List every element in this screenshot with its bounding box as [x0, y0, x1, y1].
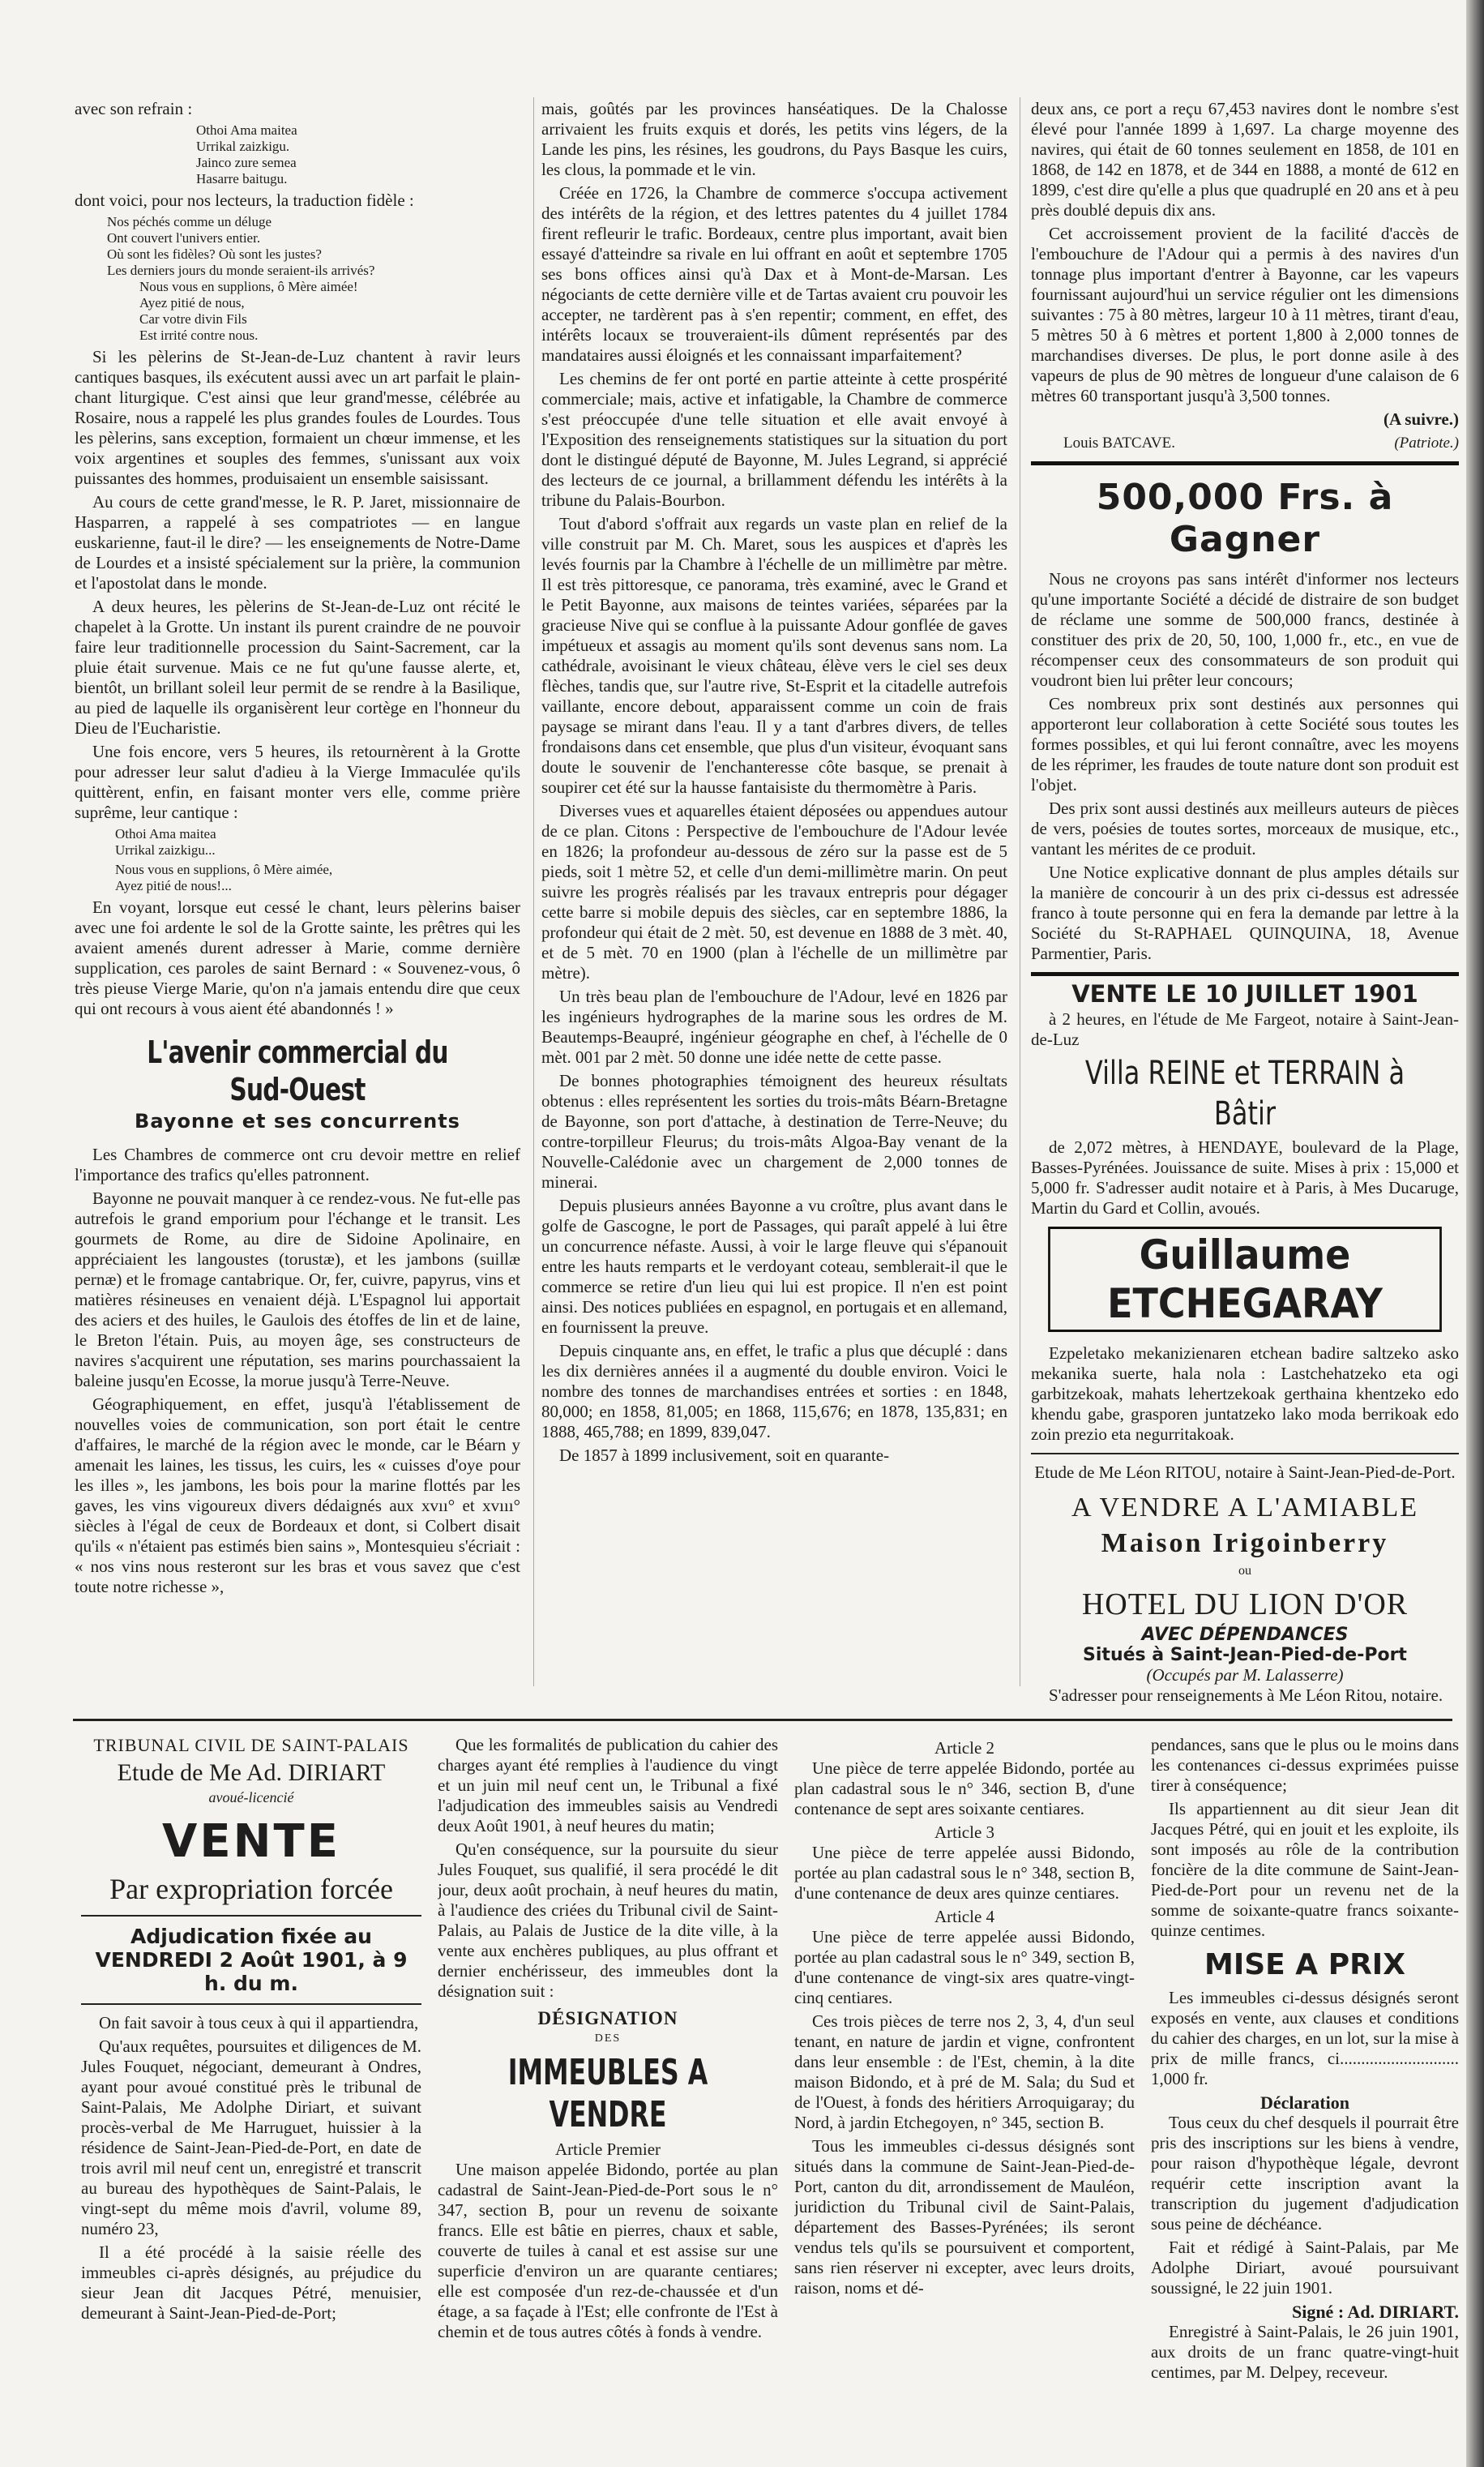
column-3 — [1031, 99, 1459, 1712]
ad-headline: A VENDRE A L'AMIABLE — [1071, 1493, 1418, 1523]
column-divider — [533, 97, 534, 1686]
paragraph: Bayonne ne pouvait manquer à ce rendez-vous. Ne fut-elle pas autrefois le grand emporium pour l'échange et le transit. Les gourmets de Rome, au dire de Sidoine Apolinaire, en appréciaient les langoustes (torustæ), et les jambons (suillæ pernæ) et le fromage cantabrique. Or, fer, cuivre, papyrus, vins et matières résineuses en venaient déjà. L'Espagnol lui apportait des aciers et des huiles, le Gaulois des étoffes de lin et de laine, le Breton l'étain. Puis, au moyen âge, ses constructeurs de navires s'acquirent une réputation, ses marins pourchassaient la baleine jusqu'en Ecosse, la morue jusqu'à Terre-Neuve. — [75, 1189, 520, 1390]
article-title: L'avenir commercial du Sud-Ouest — [147, 1034, 448, 1107]
paragraph: Tous les immeubles ci-dessus désignés sont situés dans la commune de Saint-Jean-Pied-de-Port, canton du dit, arrondissement de Mauléon, juridiction du Tribunal civil de Saint-Palais, département des Basses-Pyrénées; ils seront vendus tels qu'ils se poursuivent et comportent, sans rien réserver ni excepter, avec leurs droits, raison, noms et dé- — [794, 2136, 1135, 2298]
verse-line: Où sont les fidèles? Où sont les justes? — [107, 246, 322, 262]
section-divider — [73, 1719, 1452, 1721]
paragraph: Qu'en conséquence, sur la poursuite du sieur Jules Fouquet, sus qualifié, il sera procédé le dit jour, deux août prochain, à neuf heures du matin, à l'audience des criées du Tribunal civil de Saint-Palais, au Palais de Justice de la dite ville, à la vente aux enchères publiques, au plus offrant et dernier enchérisseur, des immeubles dont la désignation suit : — [438, 1840, 778, 2001]
paragraph: Au cours de cette grand'messe, le R. P. Jaret, missionnaire de Hasparren, a rappelé à ses compatriotes — en langue euskarienne, faut-il le dire? — les enseignements de Notre-Dame de Lourdes et a insisté spécialement sur la prière, la communion et l'apostolat dans le monde. — [75, 492, 520, 593]
paragraph: Ces trois pièces de terre nos 2, 3, 4, d'un seul tenant, en nature de jardin et vigne, confrontent dans leur ensemble : de l'Est, chemin, à la dite maison Bidondo, et à pré de M. Sala; du Sud et de l'Ouest, à fonds des héritiers Arroquigaray; du Nord, à jardin Etchegoyen, n° 345, section B. — [794, 2011, 1135, 2132]
paragraph: Une fois encore, vers 5 heures, ils retournèrent à la Grotte pour adresser leur salut d'adieu à la Vierge Immaculée qu'ils quittèrent, enfin, en faisant monter vers elle, comme prière suprême, leur cantique : — [75, 742, 520, 822]
page-edge — [1466, 0, 1484, 2467]
ad-headline: Villa REINE et TERRAIN à Bâtir — [1084, 1055, 1405, 1133]
declaration-heading: Déclaration — [1260, 2092, 1349, 2113]
verse-line: Car votre divin Fils — [139, 311, 247, 327]
verse-line: Nous vous en supplions, ô Mère aimée, — [115, 862, 333, 877]
paragraph: Des prix sont aussi destinés aux meilleurs auteurs de pièces de vers, poésies de toutes sortes, morceaux de musique, etc., vantant les mérites de ce produit. — [1031, 799, 1459, 859]
paragraph: Fait et rédigé à Saint-Palais, par Me Adolphe Diriart, avoué poursuivant soussigné, le 22 juin 1901. — [1151, 2238, 1459, 2298]
legal-notice-column-4 — [1151, 1735, 1459, 2448]
verse-line: Jainco zure semea — [196, 155, 297, 170]
paragraph: Une pièce de terre appelée Bidondo, portée au plan cadastral sous le n° 346, section B, d'une contenance de sept ares soixante centiares. — [794, 1758, 1135, 1818]
paragraph: Une maison appelée Bidondo, portée au plan cadastral de Saint-Jean-Pied-de-Port sous le n° 347, section B, pour un revenu de soixante francs. Elle est bâtie en pierres, chaux et sable, couverte de tuiles à canal et est assise sur une superficie d'environ un are quarante centiares; elle est composée d'un rez-de-chaussée et d'un étage, a sa façade à l'Est; elle confronte de l'Est à chemin et de tous autres côtés à fonds à vendre. — [438, 2160, 778, 2341]
column-2 — [541, 99, 1007, 1712]
immeubles-heading: IMMEUBLES A VENDRE — [507, 2052, 708, 2135]
paragraph: On fait savoir à tous ceux à qui il appartiendra, — [99, 2013, 419, 2032]
article-heading: Article 3 — [934, 1822, 995, 1842]
byline — [1031, 433, 1459, 453]
paragraph: Ils appartiennent au dit sieur Jean dit Jacques Pétré, qui en jouit et les exploite, ils sont imposés au rôle de la contribution foncière de la dite commune de Saint-Jean-Pied-de-Port pour un revenu net de la somme de soixante-quatre francs soixante-quinze centimes. — [1151, 1799, 1459, 1940]
designation-heading: DÉSIGNATION — [537, 2008, 678, 2028]
paragraph: Qu'aux requêtes, poursuites et diligences de M. Jules Fouquet, négociant, demeurant à Ondres, ayant pour avoué constitué près le tribunal de Saint-Palais, Me Adolphe Diriart, et suivant procès-verbal de Me Harruguet, huissier à la résidence de Saint-Jean-Pied-de-Port, en date de trois avril mil neuf cent un, enregistré et transcrit au bureau des hypothèques de Saint-Palais, le vingt-sept du même mois d'avril, volume 89, numéro 23, — [81, 2037, 421, 2238]
paragraph: Une Notice explicative donnant de plus amples détails sur la manière de concourir à un des prix ci-dessus est adressée franco à toute personne qui en fera la demande par lettre à la Société du St-RAPHAEL QUINQUINA, 18, Avenue Parmentier, Paris. — [1031, 863, 1459, 963]
verse-basque — [75, 122, 520, 187]
paragraph: Il a été procédé à la saisie réelle des immeubles ci-après désignés, au préjudice du sieur Jean dit Jacques Pétré, menuisier, demeurant à Saint-Jean-Pied-de-Port; — [81, 2242, 421, 2323]
article-heading: Article 2 — [934, 1738, 995, 1758]
ad-note: (Occupés par M. Lalasserre) — [1146, 1665, 1344, 1685]
verse-basque — [75, 826, 520, 859]
paragraph: Si les pèlerins de St-Jean-de-Luz chantent à ravir leurs cantiques basques, ils exécutent aussi avec un art parfait le plain-chant liturgique. C'est ainsi que leur grand'messe, célébrée au Rosaire, nous a rappelé les plus grandes foules de Lourdes. Tous les pèlerins, sans exception, formaient un chœur immense, et les voix argentines et souples des femmes, s'unissant aux voix puissantes des hommes, produisaient un ensemble saisissant. — [75, 347, 520, 488]
paragraph: avec son refrain : — [75, 99, 193, 118]
paragraph: Créée en 1726, la Chambre de commerce s'occupa activement des intérêts de la région, et des lettres patentes du 4 juillet 1784 firent refleurir le trafic. Bordeaux, centre plus important, avait bien essayé d'atteindre sa rivale en lui offrant en août et septembre 1705 ses bons offices ainsi qu'à Dax et à Mont-de-Marsan. Les négociants de cette dernière ville et de Tartas avaient cru pouvoir les accepter, ne tardèrent pas à s'en repentir; comment, en effet, des intérêts locaux se trouveraient-ils dûment représentés par des mandataires aussi éloignés et les connaissant imparfaitement? — [541, 183, 1007, 365]
paragraph: Nous ne croyons pas sans intérêt d'informer nos lecteurs qu'une importante Société a décidé de distraire de son budget de réclame une somme de 500,000 francs, destinée à constituer des prix de 20, 50, 100, 1,000 fr., etc., en vue de récompenser ceux des consommateurs de son produit qui voudront bien lui prêter leur concours; — [1031, 569, 1459, 690]
paragraph: Une pièce de terre appelée aussi Bidondo, portée au plan cadastral sous le n° 348, section B, d'une contenance de deux ares quinze centiares. — [794, 1843, 1135, 1903]
signature: Signé : Ad. DIRIART. — [1291, 2302, 1459, 2322]
verse-translation — [75, 862, 520, 894]
divider — [81, 2003, 421, 2005]
paragraph: Les Chambres de commerce ont cru devoir mettre en relief l'importance des trafics qu'elles patronnent. — [75, 1145, 520, 1184]
paragraph: Un très beau plan de l'embouchure de l'Adour, levé en 1826 par les ingénieurs hydrographes de la marine sous les ordres de M. Beautemps-Beaupré, ingénieur géographe en chef, à l'échelle de 0 mèt. 001 par 2 mèt. 50 donne une idée nette de cette passe. — [541, 987, 1007, 1067]
paragraph: En voyant, lorsque eut cessé le chant, leurs pèlerins baiser avec une foi ardente le sol de la Grotte sainte, les prêtres qui les avaient amenés durent adresser à Marie, comme dernière supplication, ces paroles de saint Bernard : « Souvenez-vous, ô très pieuse Vierge Marie, qu'on n'a jamais entendu dire que ceux qui ont recours à vous aient été abandonnés ! » — [75, 897, 520, 1018]
etude-heading: Etude de Me Ad. DIRIART — [117, 1759, 386, 1786]
article-subtitle: Bayonne et ses concurrents — [135, 1110, 460, 1133]
verse-line: Les derniers jours du monde seraient-ils arrivés? — [107, 263, 375, 278]
legal-notice-column-2 — [438, 1735, 778, 2448]
paragraph: dont voici, pour nos lecteurs, la traduction fidèle : — [75, 191, 414, 210]
paragraph: Cet accroissement provient de la facilité d'accès de l'embouchure de l'Adour qui a permis à des navires d'un tonnage plus important d'entrer à Bayonne, car les vapeurs fournissant aujourd'hui un service régulier ont les dimensions suivantes : 75 à 80 mètres, largeur 10 à 11 mètres, tirant d'eau, 5 mètres 50 à 6 mètres et portent 1,800 à 2,000 tonnes de marchandises diverses. De plus, le port donne asile à des vapeurs de plus de 90 mètres de longueur d'une calaison de 6 mètres 60 transportant jusqu'à 3,500 tonnes. — [1031, 224, 1459, 405]
to-be-continued: (A suivre.) — [1383, 409, 1459, 429]
paragraph: Que les formalités de publication du cahier des charges ayant été remplies à l'audience du vingt et un juin mil neuf cent un, le Tribunal a fixé l'adjudication des immeubles saisis au Vendredi deux Août 1901, à neuf heures du matin; — [438, 1735, 778, 1835]
verse-line: Urrikal zaizkigu. — [196, 139, 290, 154]
paragraph: pendances, sans que le plus ou le moins dans les contenances ci-dessus exprimées puisse tirer à conséquence; — [1151, 1735, 1459, 1795]
verse-line: Hasarre baitugu. — [196, 171, 288, 186]
verse-translation — [75, 214, 520, 344]
divider — [1031, 1453, 1459, 1454]
paragraph: Ezpeletako mekanizienaren etchean badire saltzeko asko mekanika suerte, hala nola : Lastchehatzeko eta ogi garbitzekoak, mahats lehertzekoak gerthaina khentzeko edo khendu gabe, grasporen juntatzeko lako moda berrikoak edo zoin prezio eta negurritakoak. — [1031, 1343, 1459, 1444]
ad-title: VENTE LE 10 JUILLET 1901 — [1071, 980, 1418, 1008]
expropriation-heading: Par expropriation forcée — [109, 1873, 393, 1905]
legal-notice-column-1 — [81, 1735, 421, 2448]
verse-line: Ayez pitié de nous, — [139, 295, 245, 311]
paragraph: Tout d'abord s'offrait aux regards un vaste plan en relief de la ville construit par M. Ch. Maret, sous les auspices et d'après les levés fournis par la Chambre à l'échelle de un millimètre par mètre. Il est très pittoresque, ce panorama, très examiné, avec le Grand et le Petit Bayonne, aux maisons de teintes variées, séparées par la gracieuse Nive qui se confluе à la puissante Adour gonflée de gaves impétueux et assagis au moment qu'ils sont devenus sans nom. La cathédrale, avoisinant le vieux château, élève vers le ciel ses deux flèches, tandis que, sur l'autre rive, St-Esprit et la citadelle autrefois vaillante, encore debout, apparaissent comme un coin de frais paysage se mirant dans l'eau. Il y a tant d'arbres divers, de telles frondaisons dans cet ensemble, que plus d'un visiteur, évoquant sans doute le souvenir de l'enchanteresse côte basque, se prenait à soupirer cet été sur la hausse fantaisiste du thermomètre à Paris. — [541, 514, 1007, 797]
verse-line: Ayez pitié de nous!... — [115, 878, 232, 893]
ad-subheadline: Situés à Saint-Jean-Pied-de-Port — [1083, 1645, 1407, 1665]
paragraph: Tous ceux du chef desquels il pourrait être pris des inscriptions sur les biens à vendre, pour raison d'hypothèque légale, devront requérir cette inscription avant la transcription du jugement d'adjudication sous peine de déchéance. — [1151, 2113, 1459, 2234]
verse-line: Urrikal zaizkigu... — [115, 842, 216, 858]
paragraph: Ces nombreux prix sont destinés aux personnes qui apporteront leur collaboration à cette Société sous toutes les formes possibles, et qui lui feront connaître, avec les moyens de les réprimer, les fraudes de toute nature dont son produit est l'objet. — [1031, 694, 1459, 794]
verse-line: Othoi Ama maitea — [196, 122, 297, 138]
paragraph: Etude de Me Léon RITOU, notaire à Saint-Jean-Pied-de-Port. — [1034, 1463, 1456, 1482]
divider — [1031, 461, 1459, 465]
mise-a-prix-heading: MISE A PRIX — [1204, 1948, 1405, 1981]
column-1 — [75, 99, 520, 1712]
ad-title: Guillaume ETCHEGARAY — [1048, 1227, 1442, 1332]
paragraph: Les immeubles ci-dessus désignés seront exposés en vente, aux clauses et conditions du cahier des charges, en un lot, sur la mise à prix de mille francs, ci............................ 1,000 fr. — [1151, 1988, 1459, 2088]
paragraph: mais, goûtés par les provinces hanséatiques. De la Chalosse arrivaient les fruits exquis et dorés, les petits vins légers, de la Lande les pins, les résines, les goudrons, du Pays Basque les cuirs, les clous, la pommade et le vin. — [541, 99, 1007, 179]
verse-line: Ont couvert l'univers entier. — [107, 230, 261, 246]
paragraph: Depuis cinquante ans, en effet, le trafic a plus que décuplé : dans les dix dernières années il a augmenté du double environ. Voici le nombre des tonnes de marchandises entrées et sorties : en 1848, 80,000; en 1858, 81,005; en 1868, 115,676; en 1878, 135,831; en 1888, 465,788; en 1899, 839,047. — [541, 1341, 1007, 1441]
paragraph: A deux heures, les pèlerins de St-Jean-de-Luz ont récité le chapelet à la Grotte. Un instant ils purent craindre de ne pouvoir faire leur traditionnelle procession du Saint-Sacrement, car la pluie était survenue. Mais ce ne fut qu'une fausse alerte, et, bientôt, un brillant soleil leur permit de se rendre à la Basilique, au pied de laquelle ils organisèrent leur cortège en l'honneur du Dieu de l'Eucharistie. — [75, 597, 520, 738]
paragraph: de 2,072 mètres, à HENDAYE, boulevard de la Plage, Basses-Pyrénées. Jouissance de suite. Mises à prix : 15,000 et 5,000 fr. S'adresser audit notaire et à Paris, à Mes Ducaruge, Martin du Gard et Collin, avoués. — [1031, 1137, 1459, 1218]
paragraph: De 1857 à 1899 inclusivement, soit en quarante- — [559, 1446, 890, 1465]
avoue-label: avoué-licencié — [208, 1789, 294, 1805]
paragraph: à 2 heures, en l'étude de Me Fargeot, notaire à Saint-Jean-de-Luz — [1031, 1009, 1459, 1049]
divider — [1031, 972, 1459, 976]
verse-line: Nous vous en supplions, ô Mère aimée! — [139, 279, 358, 294]
paragraph: Une pièce de terre appelée aussi Bidondo, portée au plan cadastral sous le n° 349, section B, d'une contenance de vingt-six ares quatre-vingt-cinq centiares. — [794, 1927, 1135, 2007]
ad-headline: Maison Irigoinberry — [1101, 1528, 1389, 1558]
author: Louis BATCAVE. — [1063, 435, 1175, 452]
ad-title: 500,000 Frs. à Gagner — [1096, 477, 1394, 560]
article-heading: Article Premier — [554, 2139, 661, 2159]
ad-headline: HOTEL DU LION D'OR — [1081, 1587, 1409, 1621]
verse-line: Nos péchés comme un déluge — [107, 214, 272, 229]
ad-subheadline: AVEC DÉPENDANCES — [1141, 1625, 1349, 1645]
conjunction: ou — [1238, 1564, 1251, 1578]
paragraph: S'adresser pour renseignements à Me Léon Ritou, notaire. — [1049, 1685, 1443, 1705]
paragraph: Géographiquement, en effet, jusqu'à l'établissement de nouvelles voies de communication, son port était le centre d'affaires, le marché de la région avec le monde, car le Béarn y amenait les laines, les tissus, les cuirs, les « cuisses d'oye pour les illes », les jambons, les bois pour la marine flottés par les gaves, les vins vigoureux divers dédaignés aux xvıı° et xvııı° siècles à l'égal de ceux de Bordeaux et dont, si Colbert disait qu'ils « n'étaient pas estimés bien sains », Montesquieu s'écriait : « nos vins nous resteront sur les bras et vous savez que c'est toute notre richesse », — [75, 1394, 520, 1596]
designation-des: DES — [594, 2032, 622, 2045]
paragraph: Diverses vues et aquarelles étaient déposées ou appendues autour de ce plan. Citons : Perspective de l'embouchure de l'Adour levée en 1826; la profondeur au-dessous de zéro sur la passe est de 5 pieds, soit 1 mètre 52, et celle d'un demi-millimètre marin. On peut suivre les progrès réalisés par les travaux entrepris pour dégager cette barre si mobile depuis des siècles, car en septembre 1886, la profondeur qui était de 2 mèt. 50, est devenue en 1888 de 3 mèt. 40, et de 5 mèt. 70 en 1900 (plan à l'échelle de un millimètre par mètre). — [541, 801, 1007, 983]
paragraph: Les chemins de fer ont porté en partie atteinte à cette prospérité commerciale; mais, active et infatigable, la Chambre de commerce s'est préoccupée d'une telle situation et elle avait envoyé à l'Exposition des renseignements statistiques sur la situation du port dont le distingué député de Bayonne, M. Jules Legrand, si apprécié des lecteurs de ce journal, a brillamment défendu les intérêts à la tribune du Palais-Bourbon. — [541, 369, 1007, 510]
paragraph: Enregistré à Saint-Palais, le 26 juin 1901, aux droits de un franc quatre-vingt-huit centimes, par M. Delpey, receveur. — [1151, 2322, 1459, 2382]
legal-notice-column-3 — [794, 1735, 1135, 2448]
verse-line: Othoi Ama maitea — [115, 826, 216, 842]
article-heading: Article 4 — [934, 1907, 995, 1926]
divider — [81, 1915, 421, 1917]
paragraph: De bonnes photographies témoignent des heureux résultats obtenus : elles représentent les sorties du trois-mâts Béarn-Bretagne de Bayonne, son port d'attache, à destination de Terre-Neuve; du contre-torpilleur Fleurus; du trois-mâts Algoa-Bay venant de la Nouvelle-Calédonie avec un chargement de 2,000 tonnes de minerai. — [541, 1071, 1007, 1192]
verse-line: Est irrité contre nous. — [139, 328, 259, 343]
adjudication-heading: Adjudication fixée au VENDREDI 2 Août 1901, à 9 h. du m. — [95, 1925, 408, 1995]
vente-heading: VENTE — [162, 1815, 340, 1868]
source: (Patriote.) — [1394, 435, 1459, 452]
paragraph: Depuis plusieurs années Bayonne a vu croître, plus avant dans le golfe de Gascogne, le port de Passages, qui paraît appelé à lui être un concurrence néfaste. Aussi, à voir le large fleuve qui s'épanouit entre les hauts remparts et le verdoyant coteau, semblerait-il que le commerce se retire d'un lieu qui lui est propice. Il n'en est point ainsi. Des notices publiées en espagnol, en portugais et en allemand, en fournissent la preuve. — [541, 1196, 1007, 1337]
paragraph: deux ans, ce port a reçu 67,453 navires dont le nombre s'est élevé pour l'année 1899 à 1,697. La charge moyenne des navires, qui était de 60 tonnes seulement en 1858, de 101 en 1868, de 142 en 1878, et de 344 en 1888, a monté de 612 en 1899, c'est dire qu'elle a plus que quadruplé en 20 ans et à peu près doublé depuis dix ans. — [1031, 99, 1459, 220]
tribunal-heading: TRIBUNAL CIVIL DE SAINT-PALAIS — [93, 1735, 409, 1755]
